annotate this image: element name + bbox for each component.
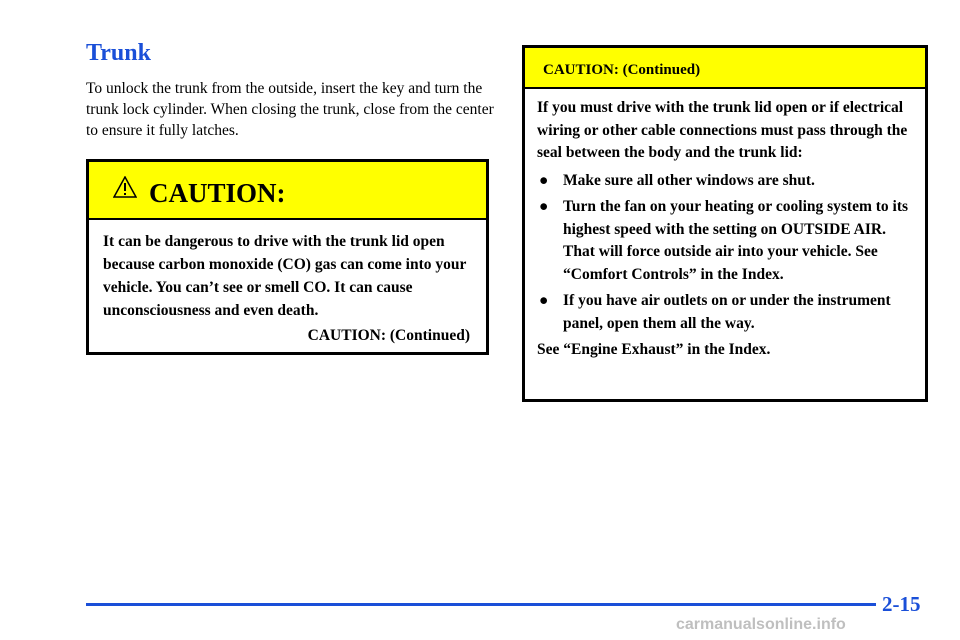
- intro-paragraph: To unlock the trunk from the outside, insert the key and turn the trunk lock cylinder. When closing the trunk, close from the center to ensure it fully latches.: [86, 80, 494, 139]
- caution-header: [89, 162, 486, 220]
- caution-bullet-list: [537, 170, 913, 336]
- caution-title: CAUTION:: [149, 178, 286, 208]
- caution-body: [89, 220, 486, 347]
- caution-continued-header: CAUTION: (Continued): [525, 48, 925, 89]
- watermark: carmanualsonline.info: [676, 616, 846, 633]
- section-title: Trunk: [86, 40, 151, 66]
- bullet-icon: ●: [539, 198, 549, 215]
- caution-closing-text: See “Engine Exhaust” in the Index.: [537, 341, 771, 358]
- caution-lead-text: If you must drive with the trunk lid open or if electrical wiring or other cable connections must pass through the seal between the body and the trunk lid:: [537, 99, 908, 161]
- footer-rule: [86, 603, 876, 606]
- caution-continued-label: CAUTION: (Continued): [307, 327, 470, 344]
- caution-continued-box: [522, 45, 928, 402]
- bullet-icon: ●: [539, 292, 549, 309]
- caution-text: It can be dangerous to drive with the trunk lid open because carbon monoxide (CO) gas can come into your vehicle. You can’t see or smell CO. It can cause unconsciousness and even death.: [103, 233, 467, 319]
- caution-box: [86, 159, 489, 355]
- bullet-item: ● If you have air outlets on or under the instrument panel, open them all the way.: [539, 292, 891, 332]
- bullet-item: ● Make sure all other windows are shut.: [537, 170, 913, 193]
- caution-continued-body: [525, 89, 925, 362]
- warning-triangle-icon: [113, 176, 137, 198]
- bullet-icon: ●: [539, 171, 549, 189]
- page-number: 2-15: [882, 592, 921, 616]
- bullet-item: ● Turn the fan on your heating or cooling system to its highest speed with the setting on OUTSIDE AIR. That will force outside air into your vehicle. See “Comfort Controls” in the Index.: [539, 198, 909, 283]
